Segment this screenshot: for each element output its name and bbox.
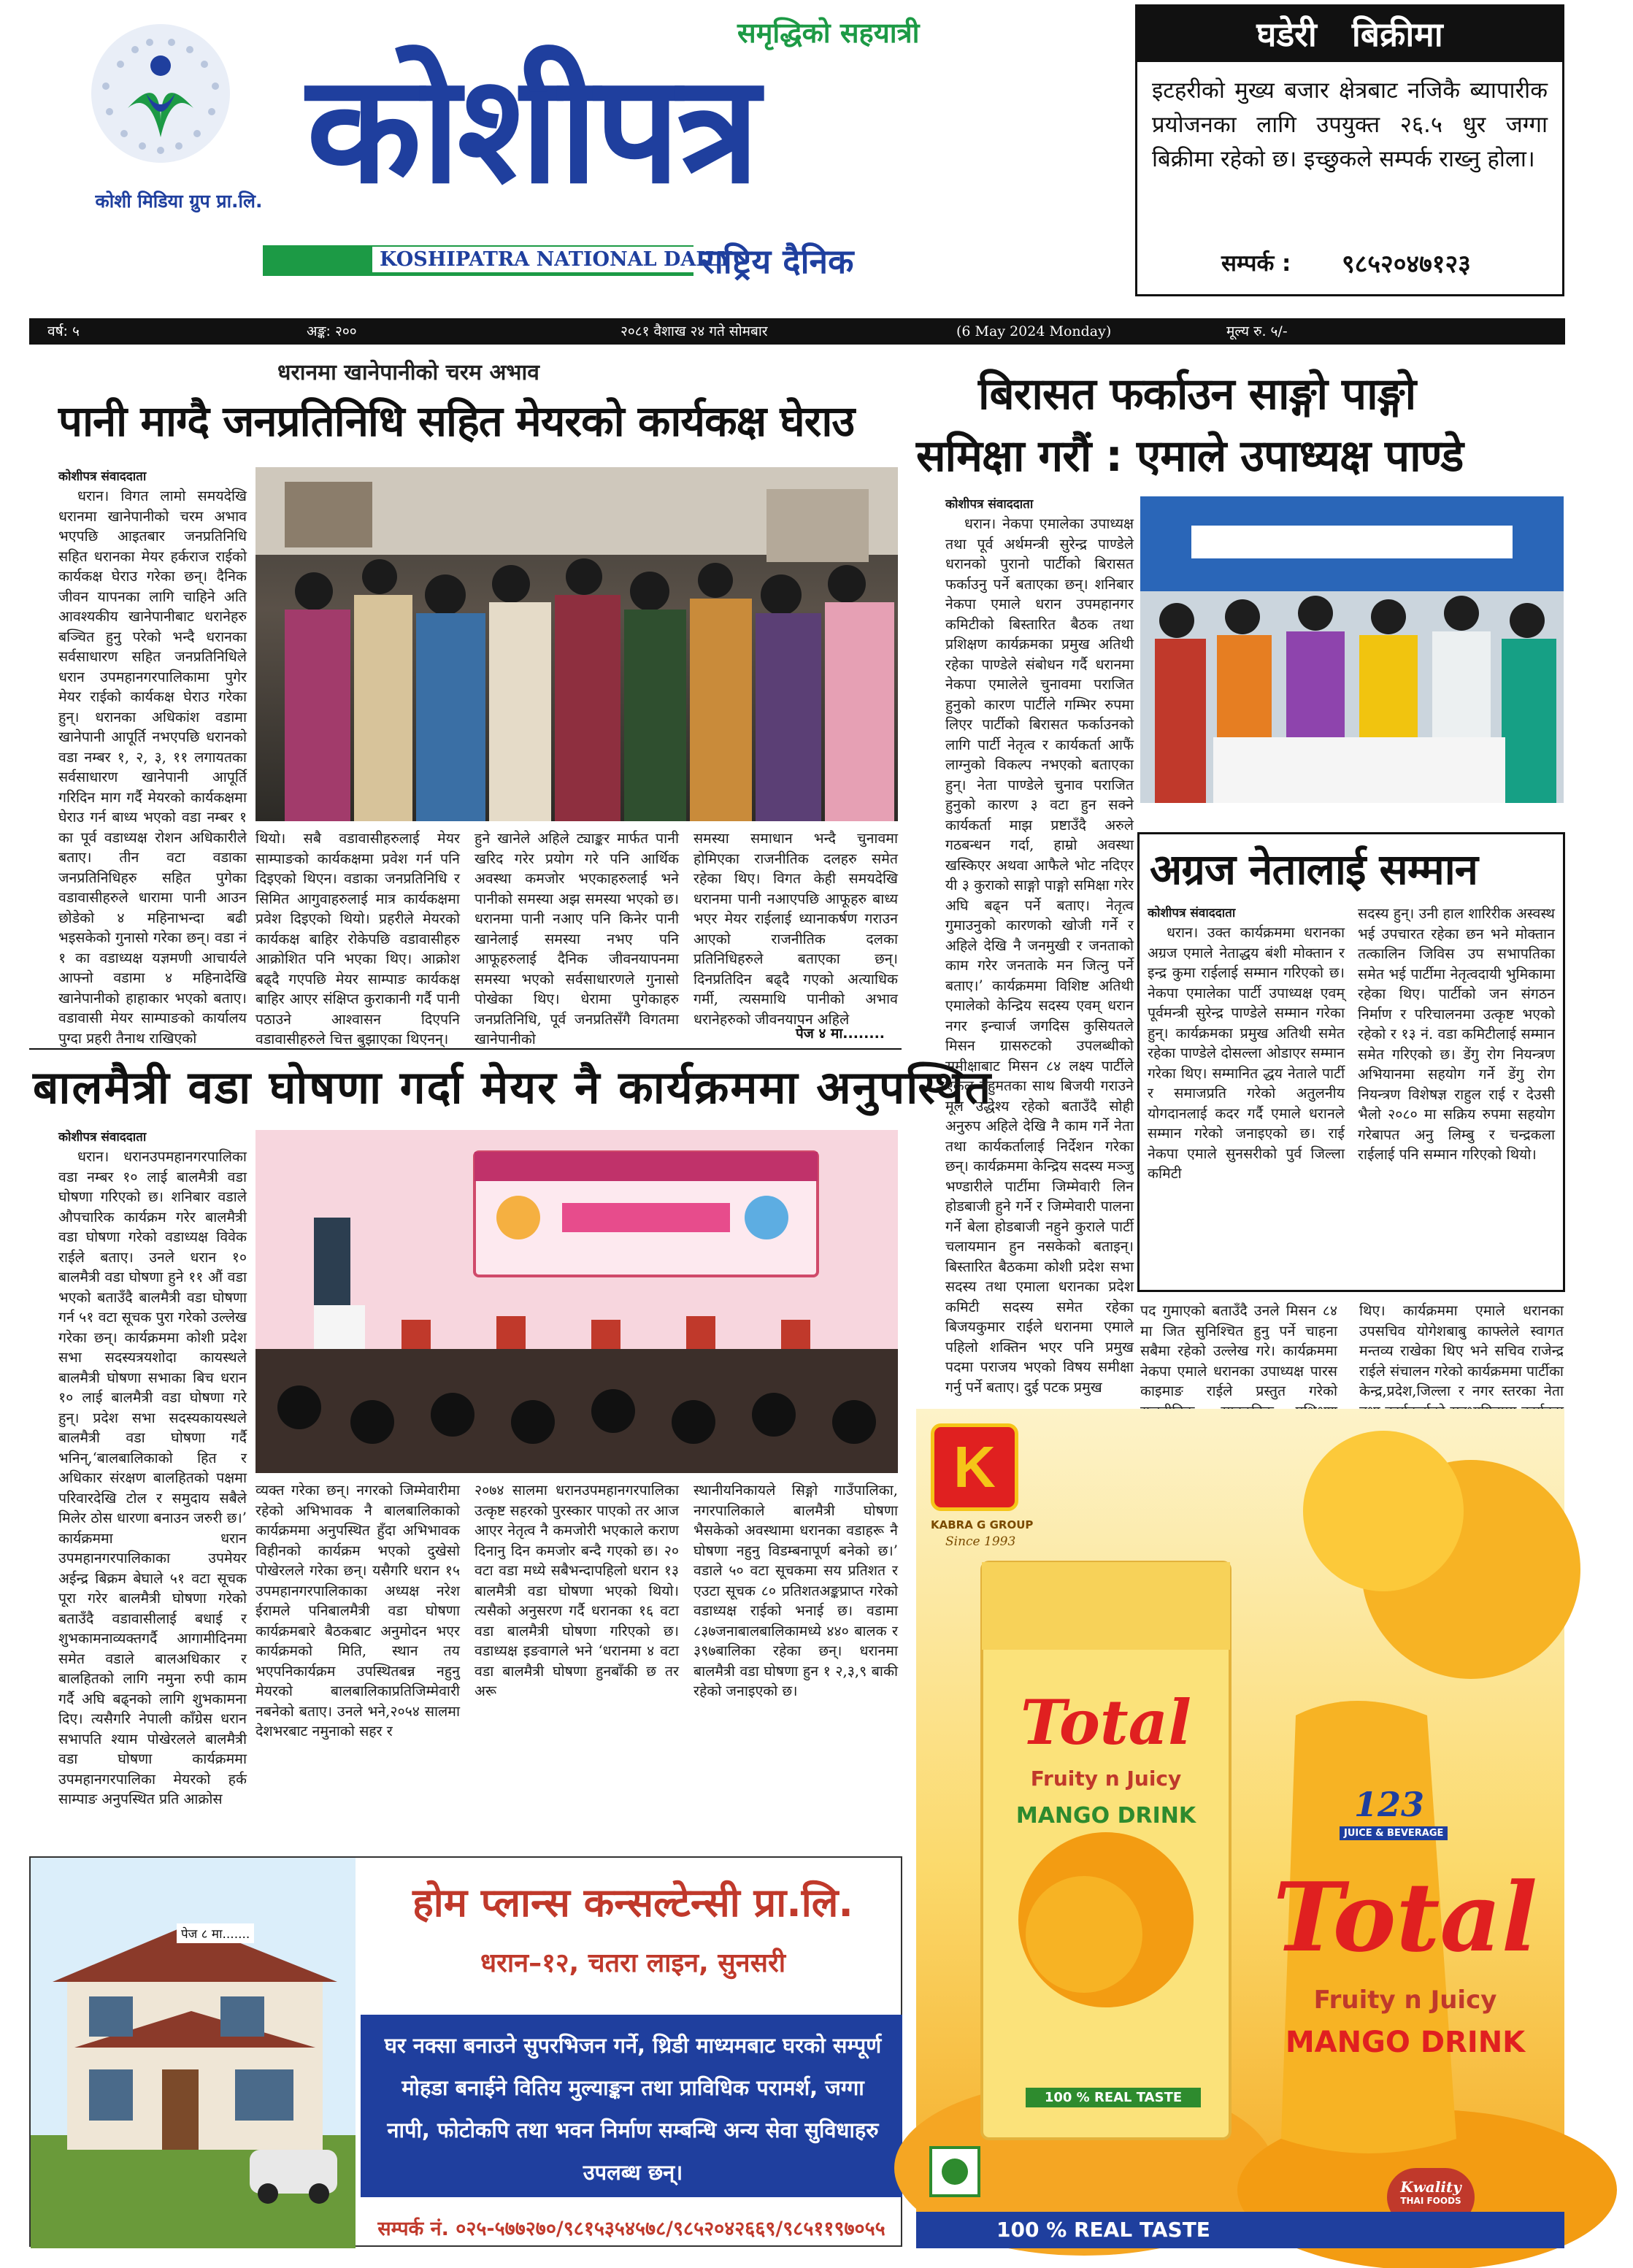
- story1-kicker: धरानमा खानेपानीको चरम अभाव: [277, 360, 539, 385]
- story1-byline: कोशीपत्र संवाददाता: [58, 469, 147, 484]
- veg-dot: [942, 2159, 968, 2185]
- classified-header: घडेरी बिक्रीमा: [1137, 7, 1562, 62]
- date-nepali: २०८१ वैशाख २४ गते सोमबार: [620, 323, 768, 339]
- story3-column-b: [1359, 1301, 1564, 1403]
- story2-left-column: [58, 1128, 247, 1945]
- maker-name: Kwality: [1400, 2178, 1461, 2196]
- total-mango-ad: [916, 1409, 1564, 2248]
- company-address: धरान–१२, चतरा लाइन, सुनसरी: [480, 1948, 786, 1978]
- bottle-brand: Total: [1272, 1861, 1538, 1973]
- photo-note: पेज ८ मा.......: [177, 1923, 254, 1943]
- number-123: 123: [1354, 1785, 1425, 1824]
- story2-column-3: [693, 1480, 898, 1845]
- classified-body: इटहरीको मुख्य बजार क्षेत्रबाट नजिकै ब्यापारीक प्रयोजनका लागि उपयुक्त २६.५ धुर जग्गा बिक्रीमा रहेको छ। इच्छुकले सम्पर्क राख्नु होला।: [1152, 77, 1548, 172]
- bottle-product: MANGO DRINK: [1285, 2026, 1526, 2059]
- story1-jump: पेज ४ मा........: [796, 1026, 885, 1042]
- story4-column-1: [1148, 904, 1345, 1283]
- story2-column-2: [474, 1480, 679, 1845]
- k-logo-letter: K: [953, 1434, 996, 1499]
- home-plans-ad: [29, 1856, 902, 2247]
- services-text: घर नक्सा बनाउने सुपरभिजन गर्ने, थ्रिडी माध्यमबाट घरको सम्पूर्ण मोहडा बनाईने वितिय मुल्याङ्कन तथा प्राविधिक परामर्श, जग्गा नापी, फोटोकपि तथा भवन निर्माण सम्बन्धि अन्य सेवा सुविधाहरु उपलब्ध छन्।: [384, 2033, 882, 2185]
- price: मूल्य रु. ५/-: [1226, 323, 1288, 339]
- story1-col1-text: थियो। सबै वडावासीहरुलाई मेयर साम्पाङको कार्यकक्षमा प्रवेश गर्न पनि दिइएको थिएन। वडाका जनप्रतिनिधि र सिमित आगुवाहरुलाई मात्र कार्यकक्षमा प्रवेश दिइएको थियो। प्रहरीले मेयरको कार्यकक्ष बाहिर रोकेपछि वडावासीहरु आक्रोशित पनि भएका थिए। आक्रोश बढ्दै गएपछि मेयर साम्पाङ कार्यकक्ष बाहिर आएर संक्षिप्त कुराकानी गर्दै पानी पठाउने आश्वासन दिएपनि वडावासीहरुले चित्त बुझाएका थिएनन्।: [255, 830, 460, 1047]
- masthead: [29, 13, 1110, 305]
- story1-col3-text: समस्या समाधान भन्दै चुनावमा होमिएका राजनीतिक दलहरु समेत रहेका थिए। विगत केही समयदेखि धरानमा पानी नआएपछि आफूहरु बाध्य भएर मेयर राईलाई ध्यानाकर्षण गराउन आएको राजनीतिक दलका प्रतिनिधिहरुले बताएका छन्। दिनप्रतिदिन बढ्दै गएको अत्याधिक गर्मी, त्यसमाथि पानीको अभाव धरानेहरुको जीवनयापन अहिले: [693, 830, 898, 1028]
- since-year: Since 1993: [945, 1534, 1016, 1549]
- story3-headline-line1: बिरासत फर्काउन साङ्गो पाङ्गो: [978, 369, 1416, 420]
- classified-contact-number: ९८५२०४७१२३: [1342, 250, 1471, 279]
- carton-badge: 100 % REAL TASTE: [1026, 2088, 1201, 2107]
- classified-contact-label: सम्पर्क :: [1221, 250, 1291, 277]
- classified-box: [1135, 4, 1564, 296]
- date-english: (6 May 2024 Monday): [956, 323, 1112, 339]
- info-bar: [29, 318, 1565, 345]
- story1-column-1: [255, 829, 460, 1047]
- contact-numbers: सम्पर्क नं. ०२५-५७७२७०/९८१५३५४५७८/९८५२०४२६६९/९८५११९७०५५: [377, 2218, 885, 2240]
- story1-column-3: [693, 829, 898, 1028]
- story1-left-text: धरान। विगत लामो समयदेखि धरानमा खानेपानीको चरम अभाव भएपछि आइतबार जनप्रतिनिधि सहित धरानका मेयर हर्कराज राईको कार्यकक्ष घेराउ गरेका छन्। दैनिक जीवन यापनका लागि चाहिने अति आवश्यकीय खानेपानीबाट धरानेहरु बञ्चित हुनु परेको भन्दै धरानका सर्वसाधारण सहित जनप्रतिनिधिले धरान उपमहानगरपालिकामा पुगेर मेयर राईको कार्यकक्ष घेराउ गरेका हुन्। धरानका अधिकांश वडामा खानेपानी आपूर्ति नभएपछि धरानको वडा नम्बर १, २, ३, ११ लगायतका सर्वसाधारण खानेपानी आपूर्ति गरिदिन माग गर्दै मेयरको कार्यकक्षमा घेराउ गर्न बाध्य भएको वडा नम्बर १ का पूर्व वडाध्यक्ष रोशन अधिकारीले बताए। तीन वटा वडाका जनप्रतिनिधिहरु सहित पुगेका वडावासीहरुले धारामा पानी आउन छोडेको ४ महिनाभन्दा बढी भइसकेको गुनासो गरेका छन्। वडा नं १ का वडाध्यक्ष यज्ञमणी आचार्यले आफ्नो वडामा ४ महिनादेखि खानेपानीको हाहाकार भएको बताए। वडावासी मेयर साम्पाङको कार्यालय पुग्दा प्रहरी तैनाथ राखिएको: [58, 488, 247, 1047]
- tagline: समृद्धिको सहयात्री: [737, 17, 920, 49]
- national-daily: राष्ट्रिय दैनिक: [701, 242, 854, 281]
- story2-col2-text: २०७४ सालमा धरानउपमहानगरपालिका उत्कृष्ट सहरको पुरस्कार पाएको तर आज आएर नेतृत्व नै कमजोरी भएकाले कराण दिनानु दिन कमजोर बन्दै गएको छ। २० वटा वडा मध्ये सबैभन्दापहिलो धरान १३ बालमैत्री वडा घोषणा भएको थियो। त्यसैको अनुसरण गर्दै धरानका १६ वटा वडा बालमैत्री घोषणा गरिएको छ। वडाध्यक्ष इङवागले भने ‘धरानमा ४ वटा वडा बालमैत्री घोषणा हुनबाँकी छ तर अरू: [474, 1482, 679, 1699]
- carton-subbrand: Fruity n Juicy: [1030, 1767, 1182, 1791]
- story2-column-1: [255, 1480, 460, 1845]
- story3-byline: कोशीपत्र संवाददाता: [945, 497, 1034, 512]
- carton-product: MANGO DRINK: [1015, 1803, 1196, 1829]
- group-name: KABRA G GROUP: [931, 1518, 1034, 1531]
- story2-col1-text: व्यक्त गरेका छन्। नगरको जिम्मेवारीमा रहेको अभिभावक नै बालबालिकाको कार्यक्रममा अनुपस्थित हुँदा अभिभावक विहीनको कार्यक्रम भएको दुखेसो पोखेरलले गरेका छन्। यसैगरि धरान १५ उपमहानगरपालिकाका अध्यक्ष नरेश ईरामले पनिबालमैत्री वडा घोषणा कार्यक्रमबारे बैठकबाट अनुमोदन भएर कार्यक्रमको मिति, स्थान तय भएपनिकार्यक्रम उपस्थितबन्न नहुनु मेयरको बालबालिकाप्रतिजिम्मेवारी नबनेको बताए। उनले भने,२०५४ सालमा देशभरबाट नमुनाको सहर र: [255, 1482, 460, 1740]
- divider-line: [29, 1048, 902, 1050]
- veg-mark: [929, 2146, 980, 2197]
- ad-footer-text: 100 % REAL TASTE: [996, 2218, 1210, 2242]
- k-logo: [931, 1423, 1018, 1511]
- story3-left-column: [945, 495, 1134, 1400]
- logo-caption: कोशी मिडिया ग्रुप प्रा.लि.: [95, 191, 263, 212]
- story1-photo: [255, 467, 898, 821]
- story3-col-a-text: पद गुमाएको बताउँदै उनले मिसन ८४ मा जित सुनिश्चित हुनु पर्ने चाहना सबैमा रहेको उल्लेख गरे। कार्यक्रममा नेकपा एमाले धरानका उपाध्यक्ष पारस काइमाङ राईले प्रस्तुत गरेको: [1140, 1302, 1337, 1399]
- koshi-media-logo: [77, 20, 245, 166]
- company-name: होम प्लान्स कन्सल्टेन्सी प्रा.लि.: [412, 1880, 853, 1926]
- story2-byline: कोशीपत्र संवाददाता: [58, 1130, 147, 1145]
- newspaper-title: कोशीपत्र: [307, 43, 757, 217]
- story4-column-2: [1358, 904, 1555, 1283]
- story2-left-text: धरान। धरानउपमहानगरपालिका वडा नम्बर १० लाई बालमैत्री वडा घोषणा गरिएको छ। शनिबार वडाले औपचारिक कार्यक्रम गरेर बालमैत्री वडा घोषणा गरेको वडाध्यक्ष विवेक राईले बताए। उनले धरान १० बालमैत्री वडा घोषणा हुने ११ औं वडा भएको बताउँदै बालमैत्री वडा घोषणा गर्न ५१ वटा सूचक पुरा गरेको उल्लेख गरेका छन्। कार्यक्रममा कोशी प्रदेश सभा सदस्यत्रयशोदा कायस्थले बालमैत्री घोषणा सभाका बिच धरान १० लाई बालमैत्री वडा घोषणा गरे हुन्। प्रदेश सभा सदस्यकायस्थले बालमैत्री वडा घोषणा गर्दै भनिन्,‘बालबालिकाको हित र अधिकार संरक्षण बालहितको पक्षमा परिवारदेखि टोल र समुदाय सबैले मिलेर ठोस धारणा बनाउन जरुरी छ।’ कार्यक्रममा धरान उपमहानगरपालिकाका उपमेयर अईन्द्र बिक्रम बेघाले ५१ वटा सूचक पूरा गरेर बालमैत्री घोषणा गरेको बताउँदै वडावासीलाई बधाई र शुभकामनाव्यक्तगर्दै आगामीदिनमा समेत वडाले बालअधिकार र बालहितको लागि नमुना रुपी काम गर्दै अघि बढ्नको लागि शुभकामना दिए। त्यसैगरि नेपाली काँग्रेस धरान सभापति श्याम पोखेरलले बालमैत्री वडा घोषणा कार्यक्रममा उपमहानगरपालिका मेयरको हर्क साम्पाङ अनुपस्थित प्रति आक्रोस: [58, 1148, 247, 1807]
- house-image: [31, 1858, 356, 2248]
- volume: वर्ष: ५: [47, 323, 80, 339]
- story1-col2-text: हुने खानेले अहिले ट्याङ्कर मार्फत पानी खरिद गरेर प्रयोग गरे पनि आर्थिक अवस्था कमजोर भएकाहरुलाई भने पानीको समस्या अझ समस्या भएको छ। धरानमा पानी नआए पनि किनेर पानी खानेलाई समस्या नभए पनि आफूहरुलाई दैनिक जीवनयापनमा समस्या भएको सर्वसाधारणले गुनासो पोखेका थिए। धेरामा पुगेकाहरु जनप्रतिनिधि, पूर्व जनप्रतिसँगै विगतमा खानेपानीको: [474, 830, 679, 1047]
- story4-col2-text: सदस्य हुन्। उनी हाल शारिरीक अस्वस्थ भई उपचारत रहेका छन भने मोक्तान तत्कालिन जिविस उप सभापतिका समेत भई पार्टीमा नेतृत्वदायी भुमिकामा रहेका थिए। पार्टीको जन संगठन निर्माण र परिचालनमा उत्कृष्ट भएको रहेको र १३ नं. वडा कमिटीलाई सम्मान समेत गरिएको छ। डेंगु रोग नियन्त्रण अभियानमा सहयोग गर्ने डेंगु रोग नियन्त्रण विशेषज्ञ राहुल राई र देउसी भैलो २०८० मा सक्रिय रुपमा सहयोग गरेबापत अनु लिम्बु र चन्द्रकला राईलाई पनि सम्मान गरिएको थियो।: [1358, 905, 1555, 1163]
- story4-byline: कोशीपत्र संवाददाता: [1148, 906, 1236, 920]
- story4-col1-text: धरान। उक्त कार्यक्रममा धरानका अग्रज एमाले नेताद्धय बंशी मोक्तान र इन्द्र कुमा राईलाई सम्मान गरिएको छ। नेकपा एमालेका पार्टी उपाध्यक्ष एवम् पूर्वमन्त्री सुरेन्द्र पाण्डेले सम्मान गरेका हुन्। कार्यक्रमका प्रमुख अतिथी समेत रहेका पाण्डेले दोसल्ला ओडाएर सम्मान गरेका थिए। सम्मानित द्धय नेताले पार्टी र समाजप्रति गरेको अतुलनीय योगदानलाई कदर गर्दै एमाले धरानले सम्मान गरेको जनाइएको छ। राई नेकपा एमाले सुनसरीको पुर्व जिल्ला कमिटी: [1148, 924, 1345, 1182]
- juice-beverage-tag: JUICE & BEVERAGE: [1340, 1826, 1448, 1840]
- issue: अङ्क: २००: [307, 323, 357, 339]
- english-name: KOSHIPATRA NATIONAL DAILY: [372, 247, 739, 272]
- maker-sub: THAI FOODS: [1400, 2196, 1461, 2206]
- story4-headline: अग्रज नेतालाई सम्मान: [1150, 845, 1478, 894]
- carton-brand: Total: [1020, 1686, 1192, 1758]
- story2-col3-text: स्थानीयनिकायले सिङ्गो गाउँपालिका, नगरपालिकाले बालमैत्री घोषणा भैसकेको अवस्थामा धरानका वडाहरू नै घोषणा नहुनु विडम्बनापूर्ण बनेको छ।’ वडाले ५० वटा सूचकमा सय प्रतिशत र एउटा सूचक ८० प्रतिशतअङ्कप्राप्त गरेको वडाध्यक्ष राईको भनाई छ। वडामा ८३७जनाबालबालिकामध्ये ४४० बालक र ३९७बालिका रहेका छन्। धरानमा बालमैत्री वडा घोषणा हुन १ २,३,९ बाकी रहेको जनाइएको छ।: [693, 1482, 898, 1699]
- story1-left-column: [58, 467, 247, 1047]
- story1-column-2: [474, 829, 679, 1047]
- story3-column-a: [1140, 1301, 1337, 1403]
- story2-headline: बालमैत्री वडा घोषणा गर्दा मेयर नै कार्यक्रममा अनुपस्थित: [33, 1061, 993, 1114]
- bottle-subbrand: Fruity n Juicy: [1313, 1986, 1497, 2015]
- ad-footer-bar: [916, 2212, 1564, 2248]
- story3-photo: [1140, 496, 1564, 803]
- story3-headline-line2: समिक्षा गरौं : एमाले उपाध्यक्ष पाण्डे: [916, 431, 1464, 482]
- story1-headline: पानी माग्दै जनप्रतिनिधि सहित मेयरको कार्यकक्ष घेराउ: [58, 396, 855, 446]
- story3-left-text: धरान। नेकपा एमालेका उपाध्यक्ष तथा पूर्व अर्थमन्त्री सुरेन्द्र पाण्डेले धरानको पुरानो पार्टीको बिरासत फर्काउनु पर्ने बताएका छन्। शनिबार नेकपा एमाले धरान उपमहानगर कमिटीको बिस्तारित बैठक तथा प्रशिक्षण कार्यक्रमका प्रमुख अतिथी रहेका पाण्डेले संबोधन गर्दै धरानमा नेकपा एमालेले चुनावमा पराजित हुनुको कारण पार्टीले गम्भिर रुपमा लिएर पार्टीको बिरासत फर्काउनको लागि पार्टी नेतृत्व र कार्यकर्ता आफैं लाग्नुको विकल्प नभएको बताएका हुन्। नेता पाण्डेले चुनाव पराजित हुनुको कारण ३ वटा हुन सक्ने कार्यकर्ता माझ प्रष्टाउँदै अरुले गठबन्धन गर्दा, हाम्रो अवस्था खस्किएर अथवा आफैले भोट नदिएर यी ३ कुराको साङ्गो पाङ्गो समिक्षा गरेर अघि बढ्न पर्ने बताए। नेतृत्व गुमाउनुको कारणको खोजी गर्ने र अहिले देखि नै जनमुखी र जनताको काम गरेर जनताके मन जित्नु पर्ने बताए।’ कार्यक्रममा विशिष्ट अतिथी एमालेको केन्द्रिय सदस्य एवम् धरान नगर इन्चार्ज जगदिस कुसियतले मिसन ग्रासरुटको उपलब्धीको समीक्षाबाट मिसन ८४ लक्ष्य पार्टीले एकल बहुमतका साथ बिजयी गराउने मूल उद्धेश्य रहेको बताउँदै सोही अनुरुप अहिले देखि नै काम गर्ने नेता तथा कार्यकर्तालाई निर्देशन गरेका छन्। कार्यक्रममा केन्द्रिय सदस्य मञ्जु भण्डारीले पार्टीमा जिम्मेवारी लिन होडबाजी हुने गर्ने र जिम्मेवारी पालना गर्ने बेला होडबाजी नहुने कुराले पार्टी चलायमान हुन नसकेको बताइन्। बिस्तारित बैठकमा कोशी प्रदेश सभा सदस्य तथा एमाला धरानका प्रदेश कमिटी सदस्य समेत रहेका बिजयकुमार राईले धरानमा एमाले पहिलो शक्तिन भएर पनि प्रमुख पदमा पराजय भएको विषय समीक्षा गर्नु पर्ने बताए। दुई पटक प्रमुख: [945, 515, 1134, 1396]
- story2-photo: [255, 1130, 898, 1473]
- story3-col-b-text: थिए। कार्यक्रममा एमाले धरानका उपसचिव योगेशबाबु काफ्लेले स्वागत मन्तव्य राखेका थिए भने सचिव राजेन्द्र राईले संचालन गरेको कार्यक्रममा पार्टीका केन्द्र,प्रदेश,जिल्ला र नगर स्तरका नेता: [1359, 1302, 1564, 1399]
